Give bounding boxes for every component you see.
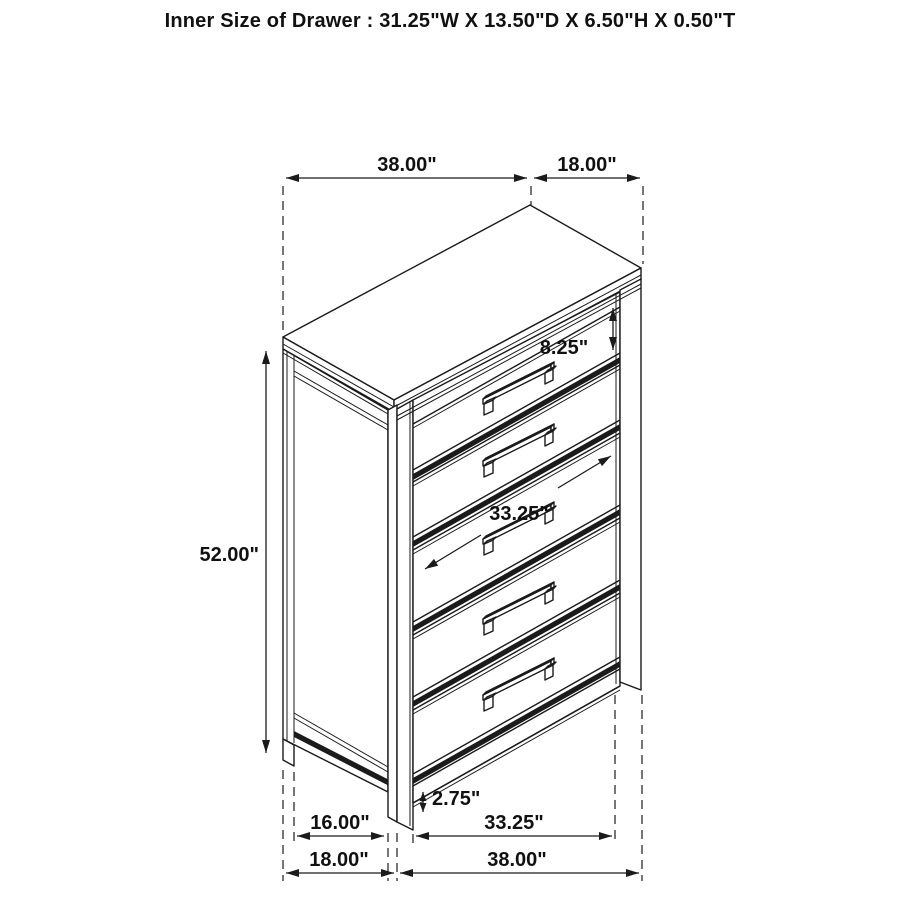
dim-base-front-inner: [416, 812, 612, 836]
dim-base-front: [400, 849, 639, 873]
dim-top-width-label: 38.00": [377, 154, 437, 176]
page-title: Inner Size of Drawer : 31.25"W X 13.50"D X 6.50"H X 0.50"T: [164, 10, 736, 32]
dim-base-side-inner-label: 16.00": [310, 812, 370, 834]
dim-top-width: [286, 154, 527, 178]
dim-top-depth: [534, 154, 640, 178]
dim-foot-height: [423, 788, 480, 812]
dim-top-drawer-height-label: 8.25": [539, 337, 589, 359]
dim-overall-height-label: 52.00": [199, 544, 259, 566]
dim-base-side: [286, 849, 394, 873]
front-right-stile: [620, 279, 641, 690]
dim-base-side-inner: [297, 812, 384, 836]
dim-overall-height: [199, 351, 266, 753]
front-left-stile-side: [388, 405, 397, 822]
dim-base-front-inner-label: 33.25": [484, 812, 544, 834]
side-panel: [283, 349, 397, 792]
dim-top-depth-label: 18.00": [557, 154, 617, 176]
dim-base-side-label: 18.00": [309, 849, 369, 871]
dim-foot-height-label: 2.75": [432, 788, 481, 810]
dim-drawer-front-width-label: 33.25": [489, 503, 549, 525]
front-left-stile: [397, 400, 413, 830]
dim-base-front-label: 38.00": [487, 849, 547, 871]
